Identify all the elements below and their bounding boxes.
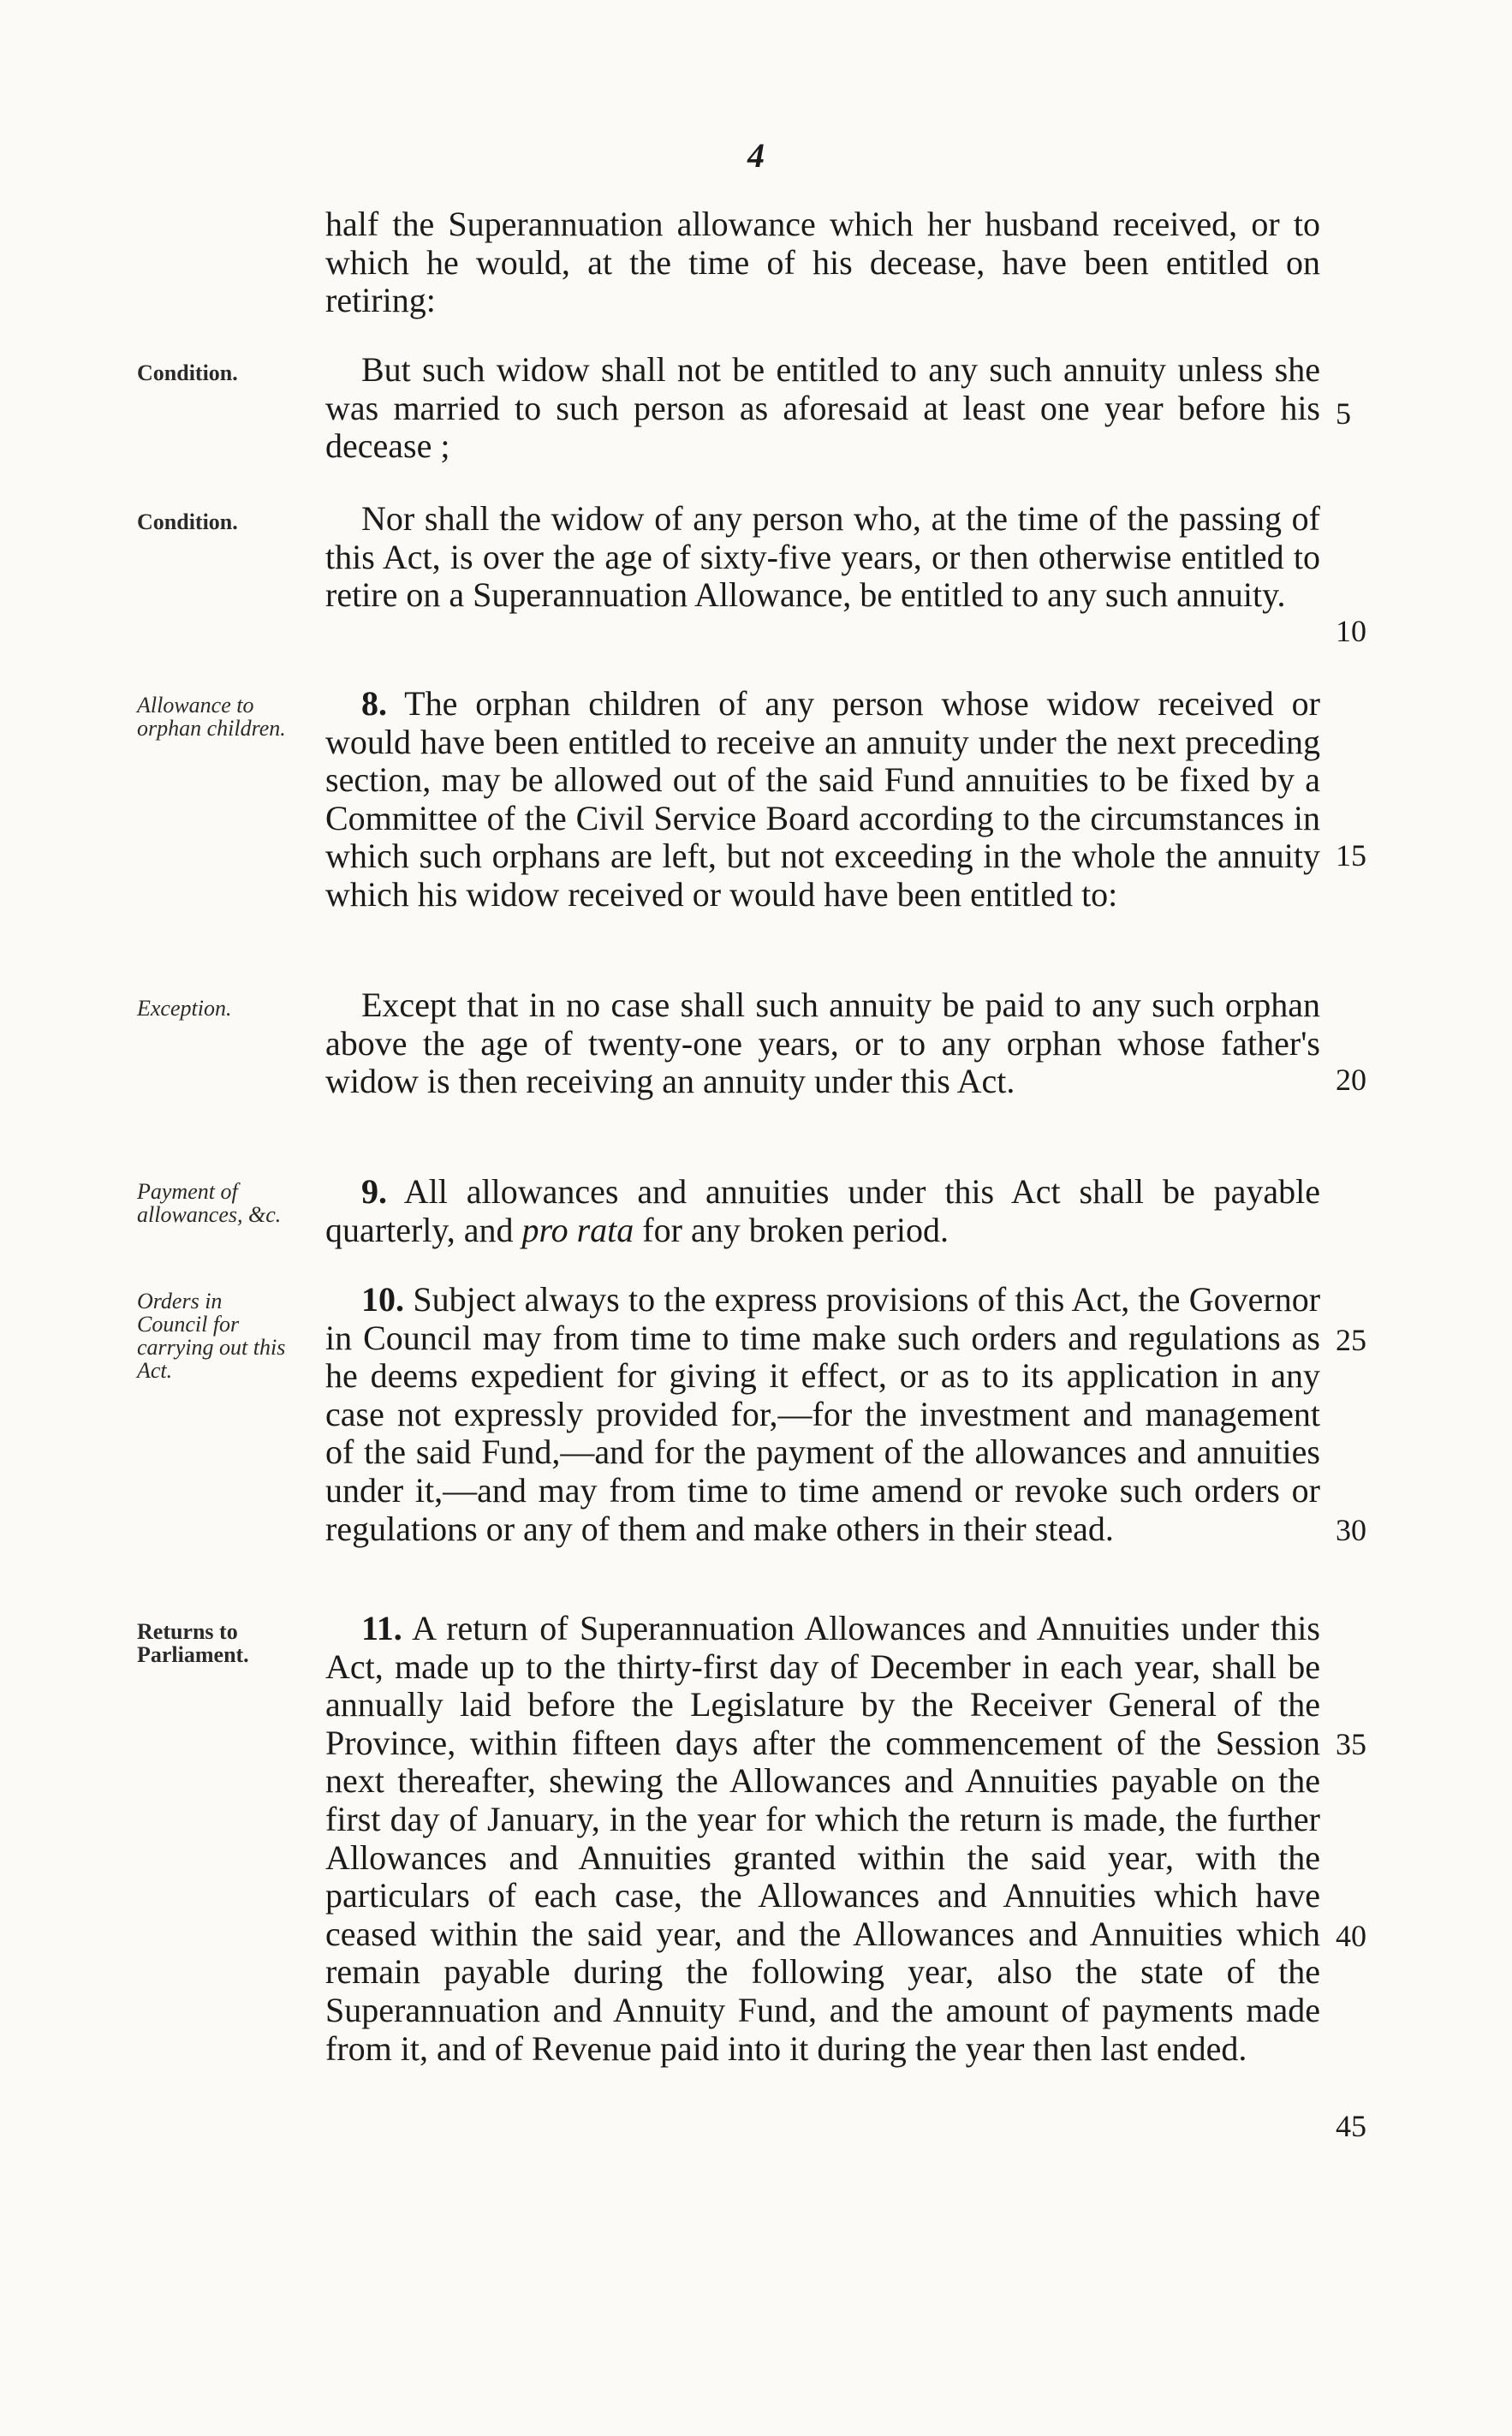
- section-10-body: Subject always to the express provisions of this Act, the Governor in Council may from time to time make such orders and regulations as he deems expedient for giving it effect, or as to its application in any case not expressly provided for,—for the investment and management of the said Fund,—and for the payment of the allowances and annuities under it,—and may from time to time amend or revoke such orders or regulations or any of them and make others in their stead.: [325, 1280, 1321, 1548]
- condition-2-text: Nor shall the widow of any person who, at the time of the passing of this Act, is over the age of sixty-five years, or then otherwise entitled to retire on a Superannuation Allowance, be entitled to any such annuity.: [325, 499, 1320, 615]
- line-number-15: 15: [1336, 838, 1366, 873]
- line-number-45: 45: [1336, 2109, 1366, 2143]
- section-11-body: A return of Superannuation Allowances and Annuities under this Act, made up to the thirty-first day of December in each year, shall be annually laid before the Legislature by the Receiver General of the Province, within fifteen days after the commencement of the Session next thereafter, shewing the Allowances and Annuities payable on the first day of January, in the year for which the return is made, the further Allowances and Annuities granted within the said year, with the particulars of each case, the Allowances and Annuities which have ceased within the said year, and the Allowances and Annuities which remain payable during the following year, also the state of the Superannuation and Annuity Fund, and the amount of payments made from it, and of Revenue paid into it during the year then last ended.: [325, 1609, 1320, 2068]
- margin-note-exception: Exception.: [137, 996, 232, 1021]
- section-9-number: 9.: [361, 1172, 387, 1211]
- intro-text: half the Superannuation allowance which her husband received, or to which he would, at the time of his decease, have been entitled on retiring:: [325, 205, 1320, 320]
- condition-1-text: But such widow shall not be entitled to any such annuity unless she was married to such person as aforesaid at least one year before his decease ;: [325, 350, 1320, 466]
- section-9-body-after: for any broken period.: [642, 1210, 949, 1249]
- margin-note-returns: Returns to Parliament.: [137, 1619, 249, 1667]
- page-number: 4: [747, 136, 765, 175]
- line-number-25: 25: [1336, 1323, 1366, 1357]
- section-8-text: [325, 685, 1320, 914]
- line-number-30: 30: [1336, 1513, 1366, 1547]
- line-number-5: 5: [1336, 396, 1351, 431]
- section-11-text: [325, 1610, 1320, 2068]
- section-9-text: [325, 1173, 1320, 1249]
- margin-note-condition-1: Condition.: [137, 360, 238, 385]
- margin-note-payment: Payment of allowances, &c.: [137, 1179, 282, 1227]
- margin-note-orphan-children: Allowance to orphan children.: [137, 693, 286, 741]
- margin-note-orders-in-council: Orders in Council for carrying out this Act.: [137, 1289, 286, 1383]
- section-9-italic-phrase: pro rata: [521, 1210, 634, 1249]
- margin-note-condition-2: Condition.: [137, 509, 238, 534]
- line-number-10: 10: [1336, 614, 1366, 648]
- section-8-number: 8.: [361, 684, 387, 723]
- line-number-20: 20: [1336, 1063, 1366, 1097]
- section-10-number: 10.: [361, 1280, 404, 1319]
- section-10-text: [325, 1281, 1320, 1548]
- exception-text: Except that in no case shall such annuity be paid to any such orphan above the age of twenty-one years, or to any orphan whose father's widow is then receiving an annuity under this Act.: [325, 986, 1320, 1101]
- line-number-40: 40: [1336, 1919, 1366, 1953]
- section-8-body: The orphan children of any person whose widow received or would have been entitled to receive an annuity under the next preceding section, may be allowed out of the said Fund annuities to be fixed by a Committee of the Civil Service Board according to the circumstances in which such orphans are left, but not exceeding in the whole the annuity which his widow received or would have been entitled to:: [325, 684, 1320, 914]
- section-9-body-before: All allowances and annuities under this Act shall be payable quarterly, and: [325, 1172, 1320, 1249]
- line-number-35: 35: [1336, 1727, 1366, 1761]
- section-11-number: 11.: [361, 1609, 402, 1647]
